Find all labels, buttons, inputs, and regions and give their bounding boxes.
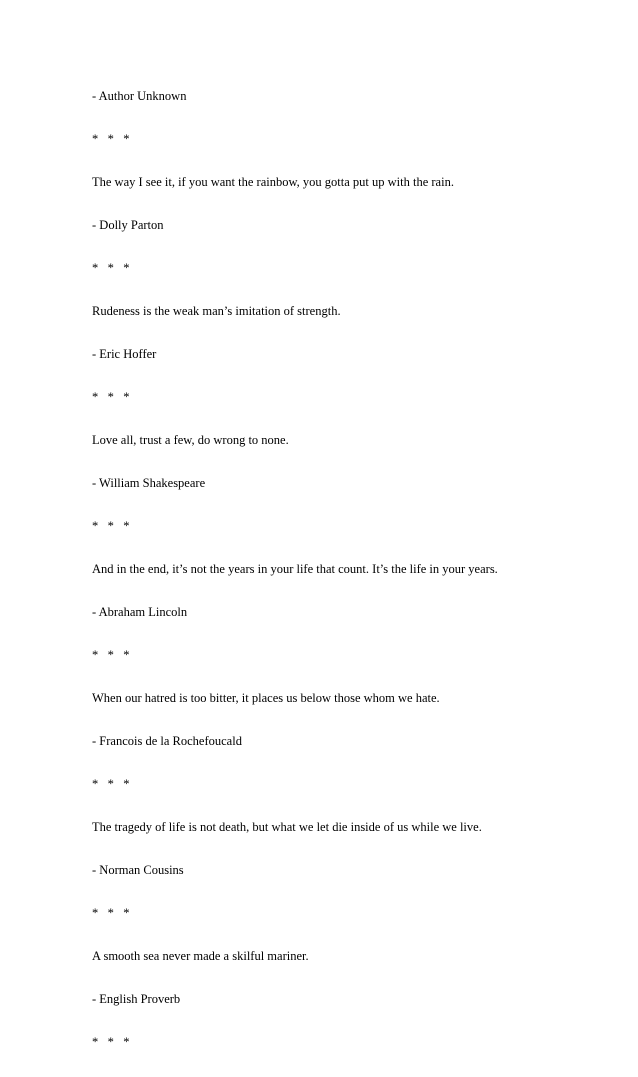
separator: * * * [92,132,130,146]
quote: And in the end, it’s not the years in your life that count. It’s the life in your years. [92,562,498,576]
attribution: - Francois de la Rochefoucald [92,734,242,748]
attribution: - Abraham Lincoln [92,605,188,619]
quote: The tragedy of life is not death, but what we let die inside of us while we live. [92,820,482,834]
separator: * * * [92,261,130,275]
quote: Love all, trust a few, do wrong to none. [92,433,289,447]
attribution: - English Proverb [92,992,181,1006]
separator: * * * [92,777,130,791]
separator: * * * [92,648,130,662]
separator: * * * [92,390,130,404]
attribution: - Dolly Parton [92,218,164,232]
separator: * * * [92,1035,130,1049]
separator: * * * [92,519,130,533]
attribution: - Norman Cousins [92,863,184,877]
separator: * * * [92,906,130,920]
document-page [92,88,612,1077]
quote: When our hatred is too bitter, it places us below those whom we hate. [92,691,440,705]
attribution: - Author Unknown [92,89,187,103]
quote: The way I see it, if you want the rainbow, you gotta put up with the rain. [92,175,454,189]
attribution: - William Shakespeare [92,476,206,490]
attribution: - Eric Hoffer [92,347,157,361]
quote: A smooth sea never made a skilful mariner. [92,949,309,963]
quote: Rudeness is the weak man’s imitation of strength. [92,304,341,318]
